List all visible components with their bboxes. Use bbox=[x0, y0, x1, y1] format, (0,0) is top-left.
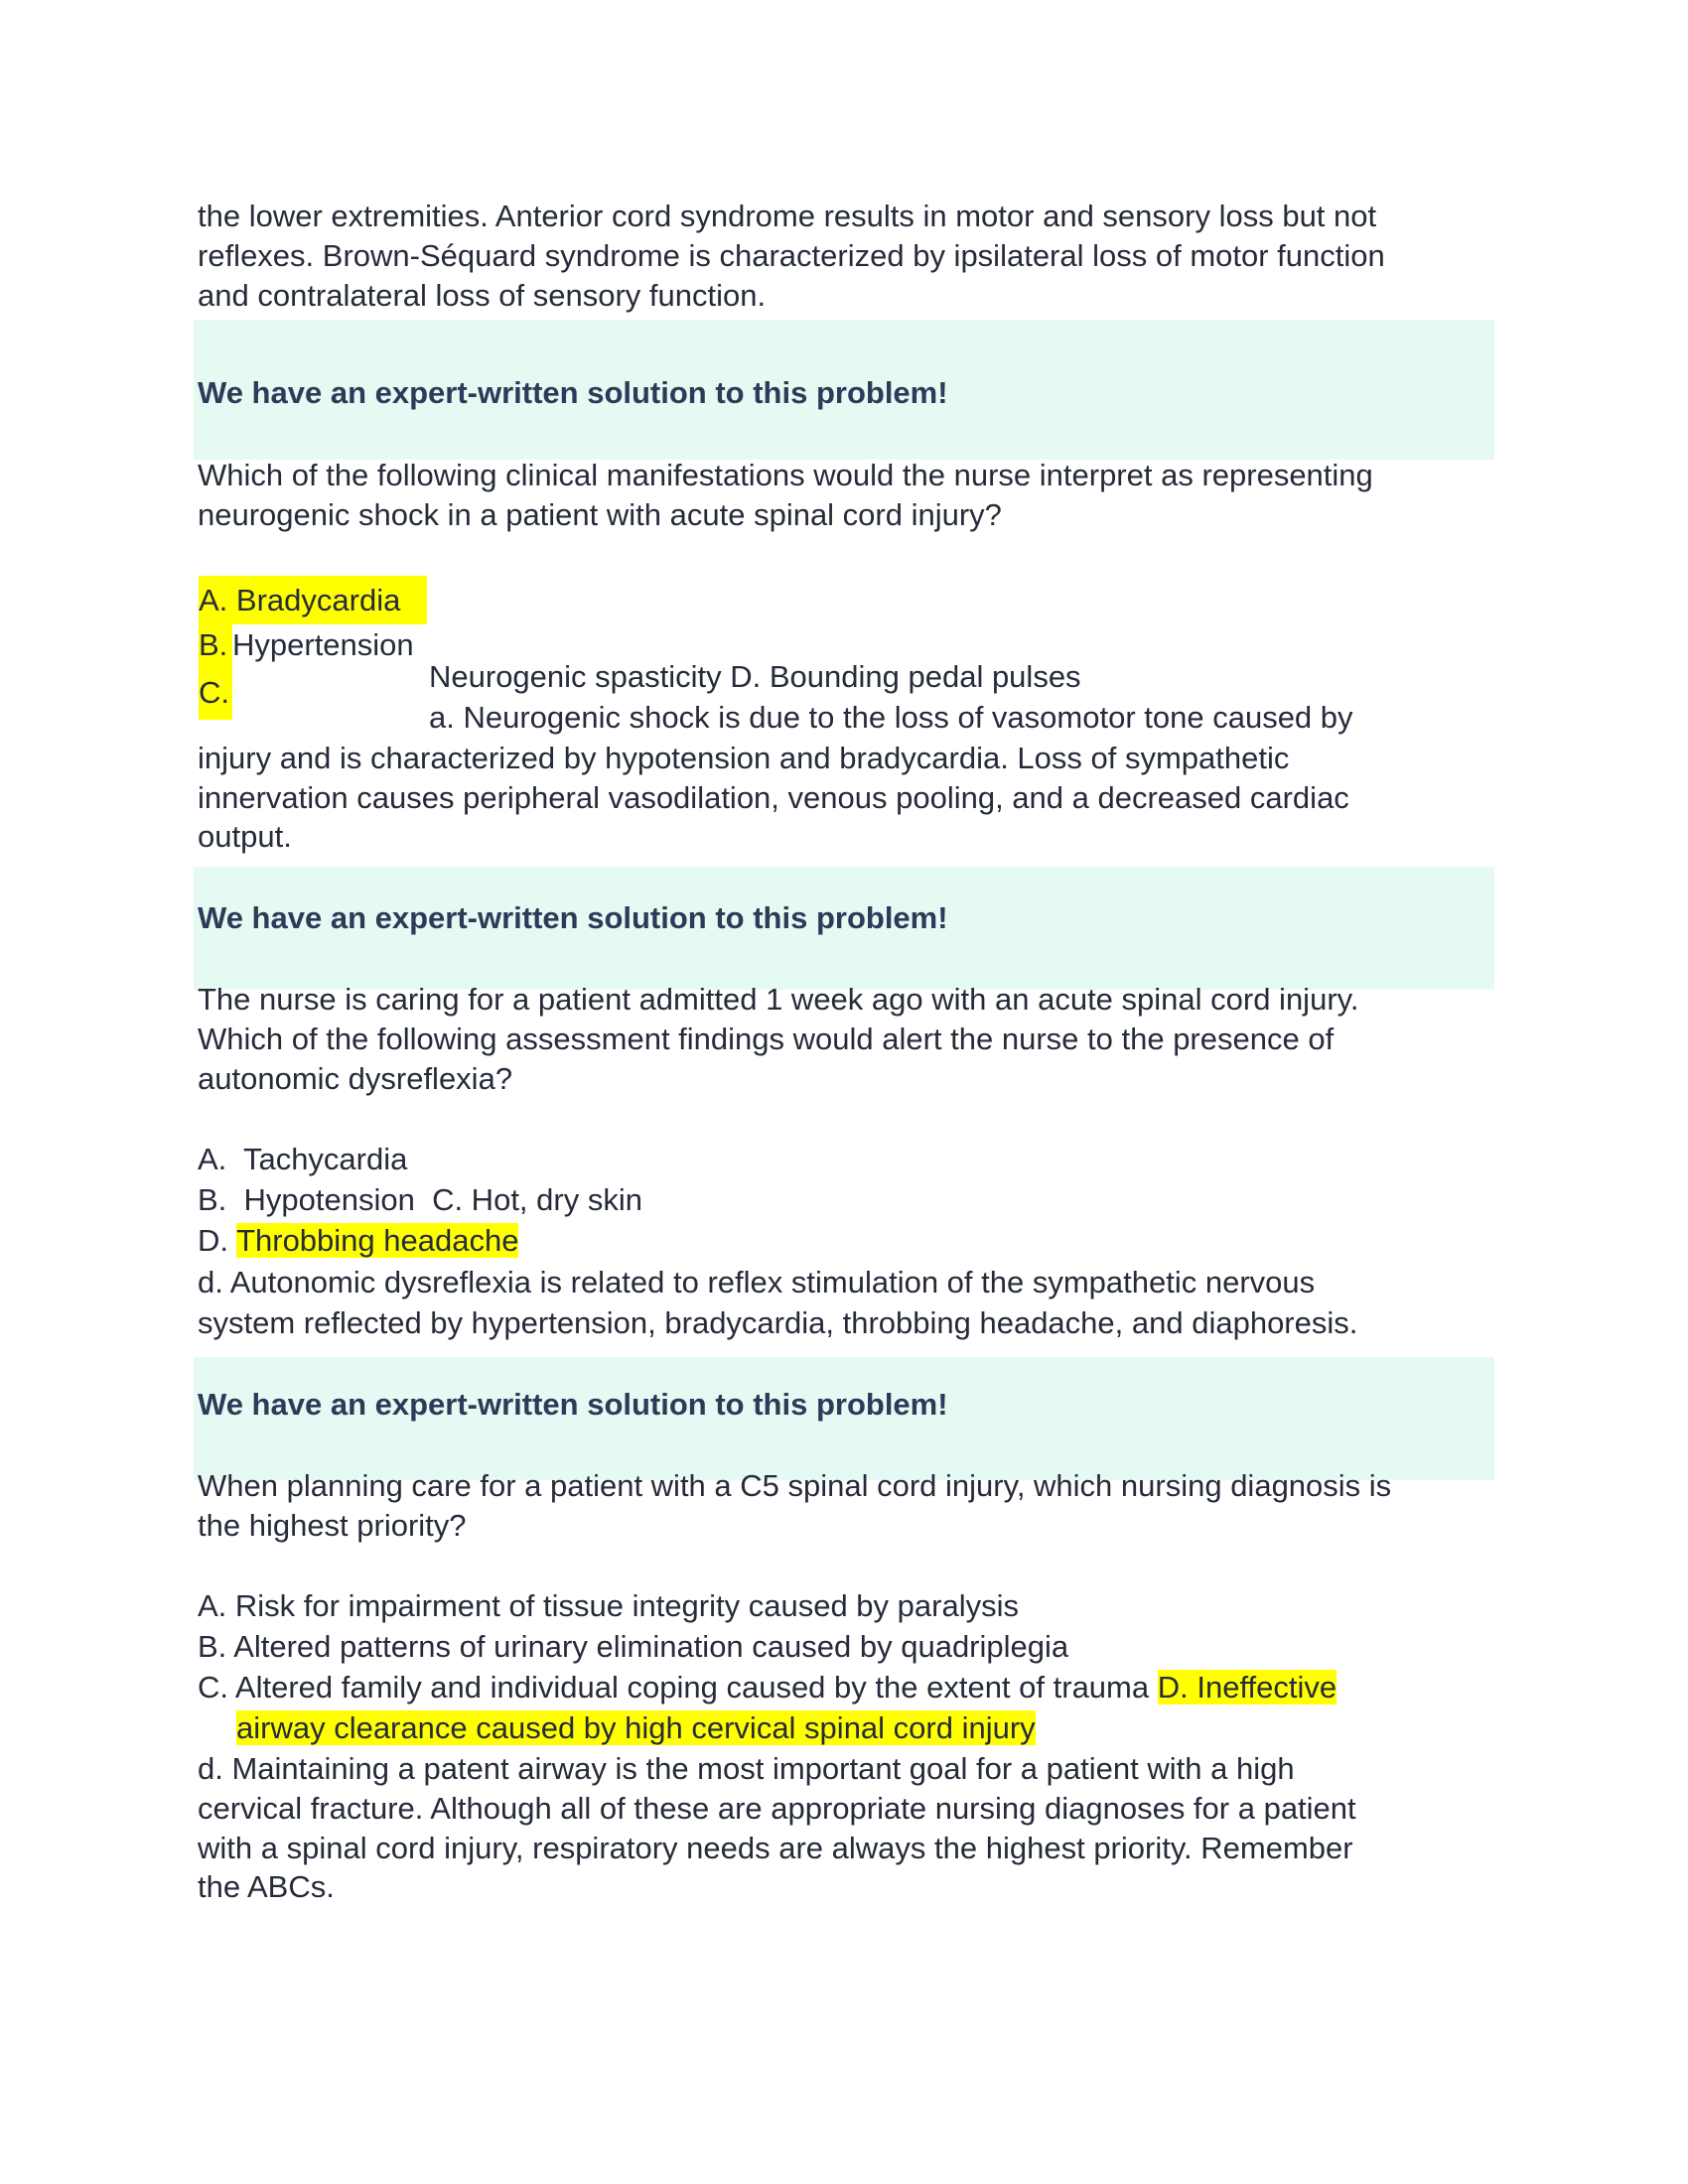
expert-solution-heading: We have an expert-written solution to this problem! bbox=[198, 1387, 948, 1422]
q3-option-b: B. Altered patterns of urinary elimination caused by quadriplegia bbox=[198, 1629, 1069, 1664]
q3-option-c-text: C. Altered family and individual coping caused by the extent of trauma bbox=[198, 1670, 1158, 1705]
q2-rationale-line: system reflected by hypertension, bradycardia, throbbing headache, and diaphoresis. bbox=[198, 1305, 1358, 1340]
q3-question-line-1: When planning care for a patient with a C5 spinal cord injury, which nursing diagnosis is bbox=[198, 1468, 1392, 1503]
q2-option-a: A. Tachycardia bbox=[198, 1142, 408, 1176]
q1-option-b-label: B. bbox=[199, 627, 228, 662]
expert-solution-banner-3[interactable] bbox=[194, 1357, 1494, 1480]
q1-option-b-text: Hypertension bbox=[232, 627, 414, 662]
q1-rationale-line: output. bbox=[198, 819, 292, 854]
q3-rationale-line: with a spinal cord injury, respiratory needs are always the highest priority. Remember bbox=[198, 1831, 1353, 1865]
q3-option-c bbox=[198, 1668, 1336, 1707]
q1-option-a: A. Bradycardia bbox=[199, 583, 401, 617]
q1-question-line-1: Which of the following clinical manifestations would the nurse interpret as representing bbox=[198, 458, 1373, 492]
q1-option-c-d: Neurogenic spasticity D. Bounding pedal pulses bbox=[429, 659, 1081, 694]
q3-option-d-part2: airway clearance caused by high cervical spinal cord injury bbox=[236, 1710, 1036, 1745]
q3-rationale-line: cervical fracture. Although all of these are appropriate nursing diagnoses for a patient bbox=[198, 1791, 1356, 1826]
q2-option-d bbox=[198, 1221, 518, 1261]
expert-solution-heading: We have an expert-written solution to this problem! bbox=[198, 375, 948, 410]
intro-line-3: and contralateral loss of sensory function. bbox=[198, 278, 767, 313]
q2-option-d-label: D. bbox=[198, 1223, 237, 1258]
expert-solution-banner-2[interactable] bbox=[194, 867, 1494, 990]
q3-question-line-2: the highest priority? bbox=[198, 1508, 467, 1543]
q3-option-d-line2 bbox=[236, 1708, 1036, 1748]
q2-option-b-c: B. Hypotension C. Hot, dry skin bbox=[198, 1182, 642, 1217]
q1-question-line-2: neurogenic shock in a patient with acute spinal cord injury? bbox=[198, 497, 1002, 532]
q3-rationale-line: the ABCs. bbox=[198, 1869, 335, 1904]
expert-solution-heading: We have an expert-written solution to this problem! bbox=[198, 900, 948, 935]
q1-rationale-first: a. Neurogenic shock is due to the loss of vasomotor tone caused by bbox=[429, 700, 1353, 735]
q2-question-line-3: autonomic dysreflexia? bbox=[198, 1061, 513, 1096]
q3-rationale-line: d. Maintaining a patent airway is the most important goal for a patient with a high bbox=[198, 1751, 1295, 1786]
q3-option-d-part1: D. Ineffective bbox=[1157, 1670, 1337, 1705]
q2-option-d-text: Throbbing headache bbox=[236, 1223, 519, 1258]
expert-solution-banner-1[interactable] bbox=[194, 320, 1494, 460]
intro-line-2: reflexes. Brown-Séquard syndrome is characterized by ipsilateral loss of motor function bbox=[198, 238, 1385, 273]
q1-rationale-line: injury and is characterized by hypotension and bradycardia. Loss of sympathetic bbox=[198, 741, 1290, 775]
q2-question-line-2: Which of the following assessment findings would alert the nurse to the presence of bbox=[198, 1022, 1335, 1056]
q1-option-c-label: C. bbox=[199, 675, 229, 710]
q3-option-a: A. Risk for impairment of tissue integrity caused by paralysis bbox=[198, 1588, 1019, 1623]
intro-line-1: the lower extremities. Anterior cord syndrome results in motor and sensory loss but not bbox=[198, 199, 1377, 233]
q2-rationale-line: d. Autonomic dysreflexia is related to reflex stimulation of the sympathetic nervous bbox=[198, 1265, 1316, 1299]
q2-question-line-1: The nurse is caring for a patient admitted 1 week ago with an acute spinal cord injury. bbox=[198, 982, 1359, 1017]
q1-rationale-line: innervation causes peripheral vasodilation, venous pooling, and a decreased cardiac bbox=[198, 780, 1349, 815]
